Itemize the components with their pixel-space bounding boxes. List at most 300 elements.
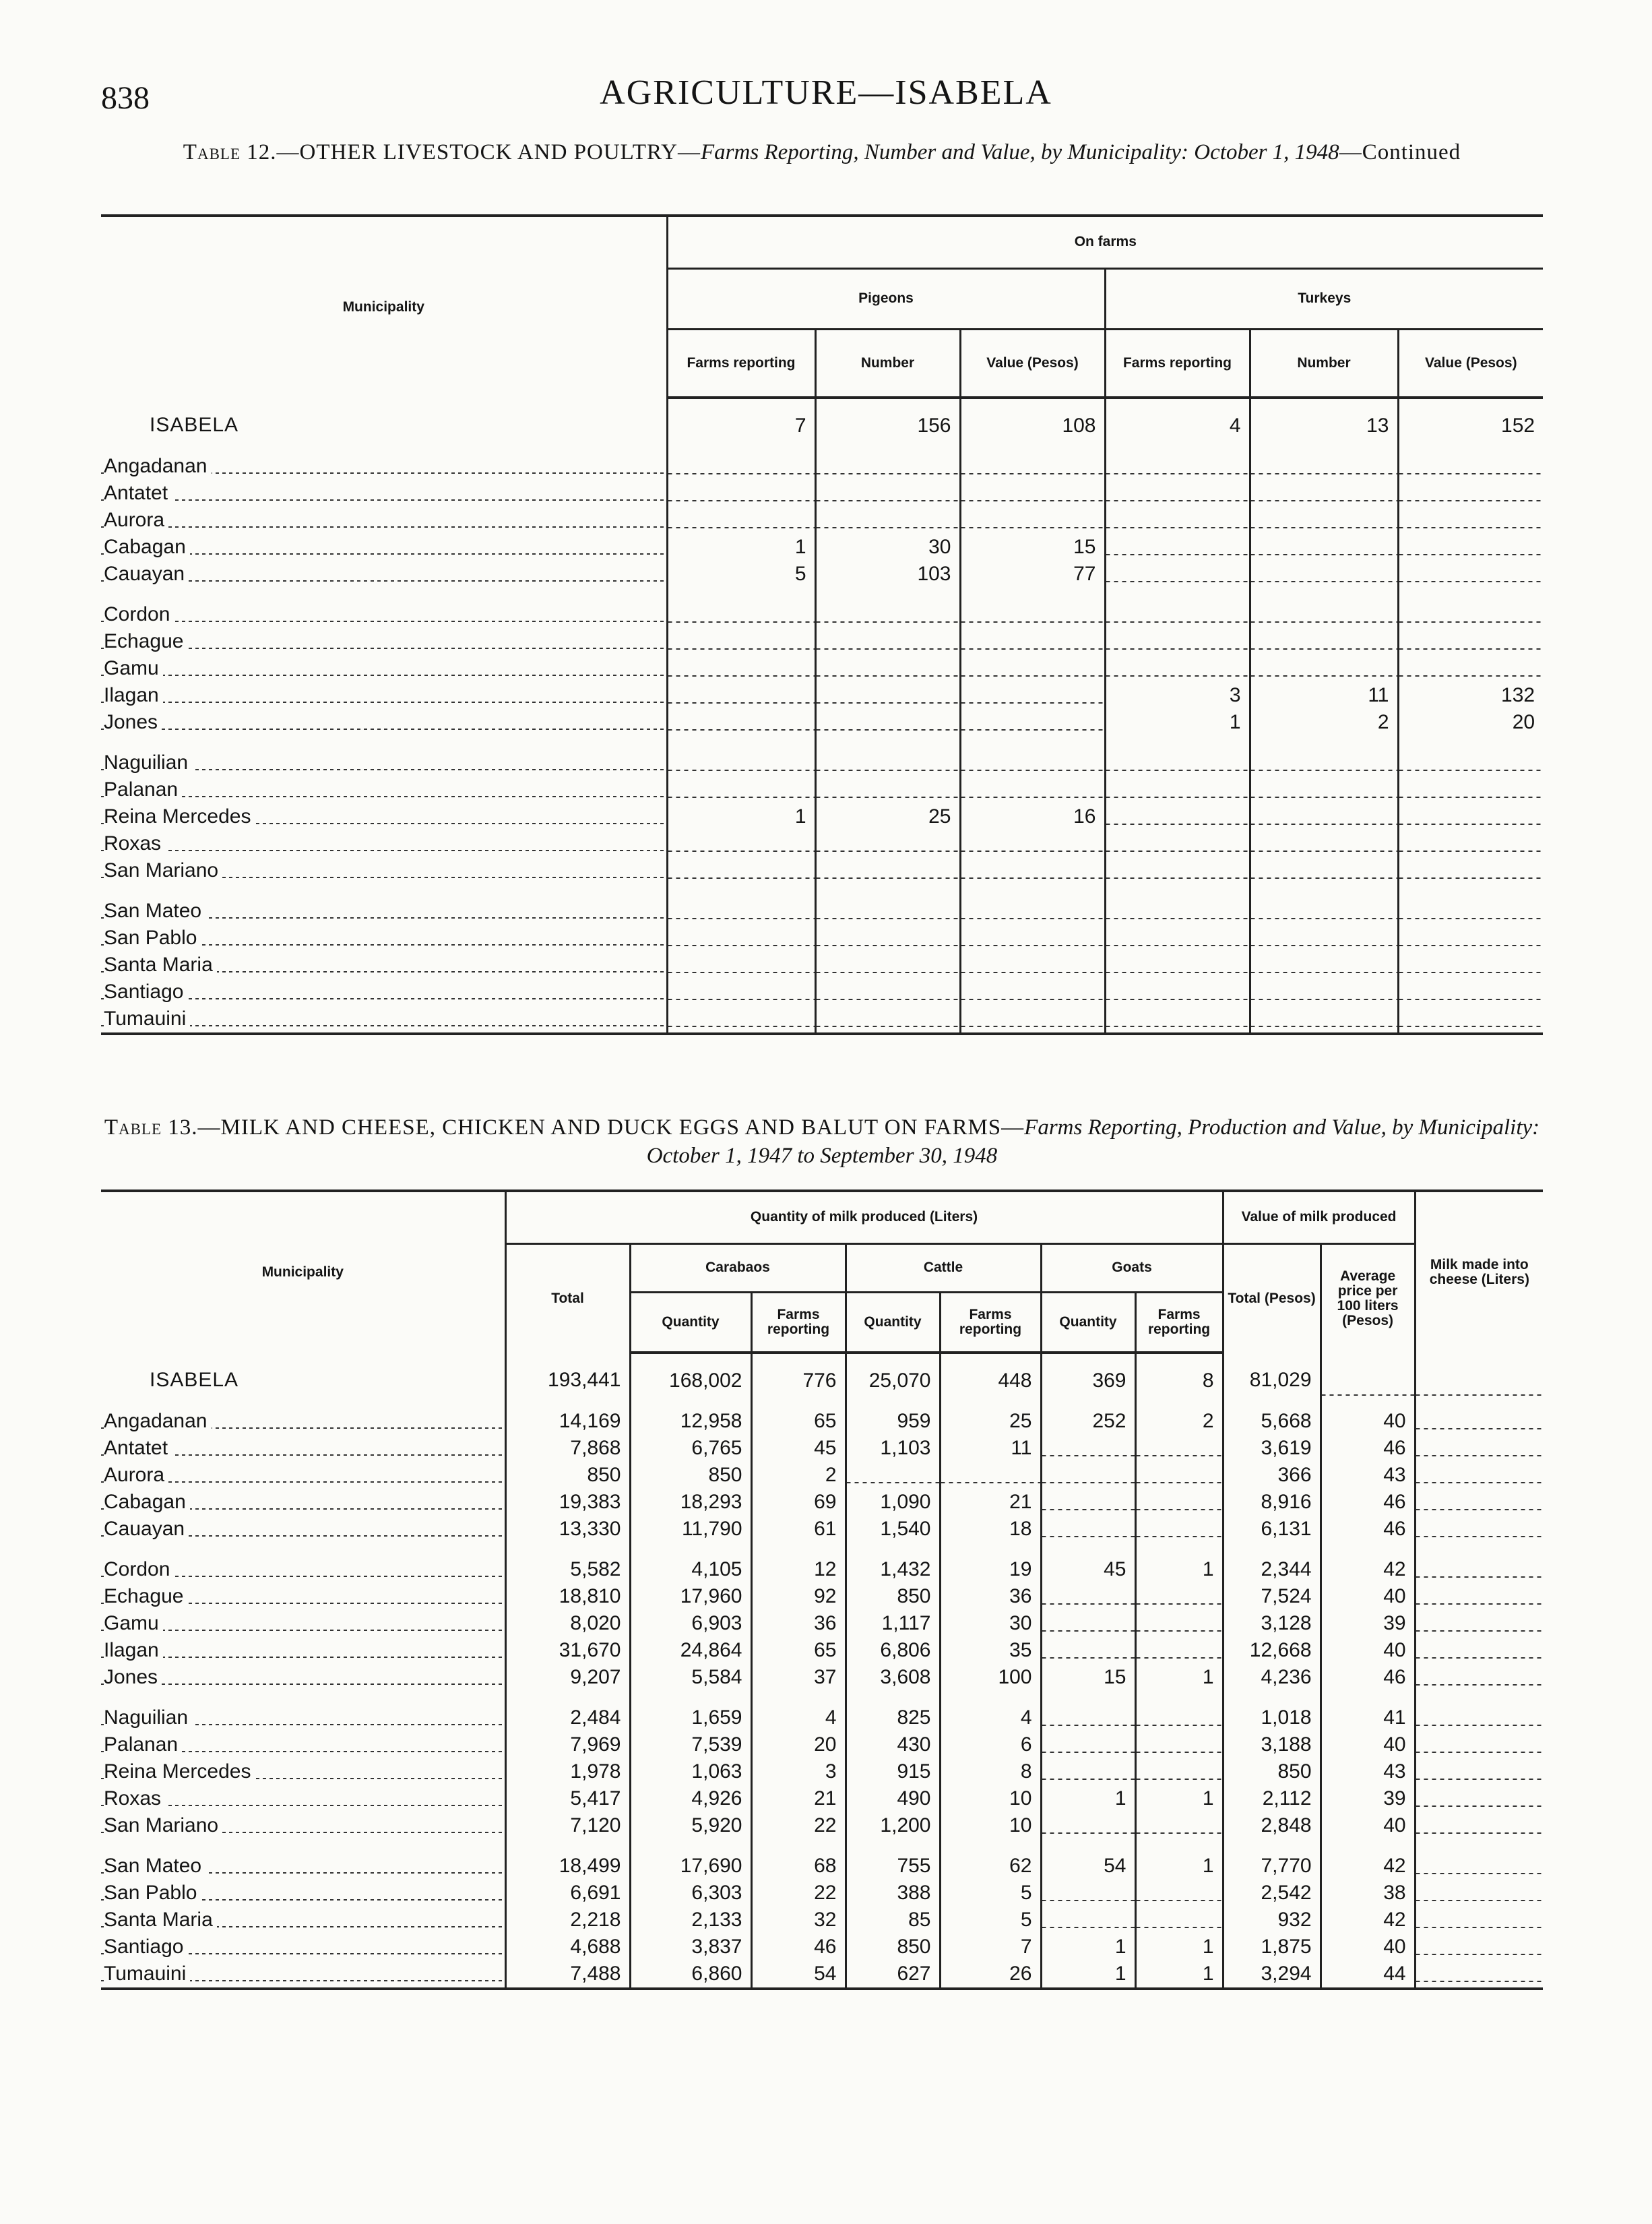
- municipality-name: [101, 1812, 505, 1839]
- cell-value: 62: [940, 1853, 1041, 1880]
- cell-value: [1135, 1583, 1223, 1610]
- municipality-label: Palanan: [104, 778, 182, 801]
- municipality-label: Roxas: [104, 832, 165, 855]
- spacer-cell: [940, 1691, 1041, 1704]
- cell-value: 77: [960, 561, 1105, 588]
- cell-value: [667, 601, 815, 628]
- cell-value: [1135, 1880, 1223, 1907]
- cell-value: 3,837: [630, 1934, 751, 1960]
- spacer-cell: [815, 588, 960, 601]
- cell-value: 6,765: [630, 1435, 751, 1462]
- cell-value: [1105, 507, 1250, 534]
- cell-value: [815, 628, 960, 655]
- cell-value: 2: [1135, 1408, 1223, 1435]
- cell-value: [1415, 1583, 1543, 1610]
- cell-value: [1398, 453, 1543, 480]
- table-row: [101, 1583, 1543, 1610]
- cell-value: 152: [1398, 398, 1543, 453]
- cell-value: [1105, 453, 1250, 480]
- table-row: [101, 1907, 1543, 1934]
- cell-value: 1: [1041, 1960, 1135, 1989]
- total-row: [101, 1353, 1543, 1408]
- municipality-label: Cauayan: [104, 1518, 189, 1540]
- cell-value: [960, 628, 1105, 655]
- cell-value: [1415, 1934, 1543, 1960]
- cell-value: 8: [940, 1758, 1041, 1785]
- cell-value: [1415, 1353, 1543, 1408]
- municipality-label: San Mariano: [104, 1814, 222, 1836]
- cell-value: 26: [940, 1960, 1041, 1989]
- cell-value: [1105, 749, 1250, 776]
- cell-value: 18,810: [505, 1583, 630, 1610]
- cell-value: 156: [815, 398, 960, 453]
- cell-value: [960, 709, 1105, 736]
- cell-value: 103: [815, 561, 960, 588]
- group-spacer: [101, 884, 1543, 898]
- cell-value: [667, 857, 815, 884]
- cell-value: 7,868: [505, 1435, 630, 1462]
- table-row: [101, 709, 1543, 736]
- spacer-cell: [1041, 1543, 1135, 1556]
- cell-value: 6,860: [630, 1960, 751, 1989]
- cell-value: [1250, 979, 1398, 1006]
- cell-value: 65: [751, 1408, 846, 1435]
- cell-value: [1415, 1960, 1543, 1989]
- page-number: 838: [101, 80, 150, 116]
- cell-value: [667, 979, 815, 1006]
- cell-value: [1105, 561, 1250, 588]
- spacer-cell: [1321, 1691, 1415, 1704]
- cell-value: 41: [1321, 1704, 1415, 1731]
- table-row: [101, 803, 1543, 830]
- cell-value: 11: [1250, 682, 1398, 709]
- cell-value: 32: [751, 1907, 846, 1934]
- cell-value: [1105, 803, 1250, 830]
- cell-value: [667, 952, 815, 979]
- table-row: [101, 1610, 1543, 1637]
- t12-head-turkeys-value: Value (Pesos): [1398, 329, 1543, 398]
- cell-value: 2: [751, 1462, 846, 1489]
- municipality-name: [101, 398, 667, 453]
- group-spacer: [101, 1543, 1543, 1556]
- table-row: [101, 857, 1543, 884]
- cell-value: 252: [1041, 1408, 1135, 1435]
- spacer-cell: [940, 1839, 1041, 1853]
- table-row: [101, 1758, 1543, 1785]
- cell-value: 13,330: [505, 1516, 630, 1543]
- cell-value: [1041, 1435, 1135, 1462]
- t13-head-goats-farms: Farms reporting: [1135, 1292, 1223, 1353]
- cell-value: [1250, 507, 1398, 534]
- cell-value: [1415, 1907, 1543, 1934]
- table-row: [101, 1880, 1543, 1907]
- spacer-cell: [1135, 1543, 1223, 1556]
- municipality-name: [101, 1489, 505, 1516]
- cell-value: 14,169: [505, 1408, 630, 1435]
- cell-value: 40: [1321, 1637, 1415, 1664]
- cell-value: [1041, 1731, 1135, 1758]
- table-row: [101, 1934, 1543, 1960]
- municipality-label: Angadanan: [104, 1410, 212, 1432]
- table-row: [101, 1408, 1543, 1435]
- cell-value: 12,668: [1223, 1637, 1321, 1664]
- cell-value: 448: [940, 1353, 1041, 1408]
- cell-value: 7,120: [505, 1812, 630, 1839]
- cell-value: 4,926: [630, 1785, 751, 1812]
- municipality-name: [101, 1637, 505, 1664]
- municipality-name: [101, 952, 667, 979]
- t12-head-municipality: Municipality: [101, 216, 667, 398]
- cell-value: 45: [751, 1435, 846, 1462]
- table-row: [101, 1664, 1543, 1691]
- cell-value: 18: [940, 1516, 1041, 1543]
- cell-value: 13: [1250, 398, 1398, 453]
- municipality-name: [101, 776, 667, 803]
- cell-value: 168,002: [630, 1353, 751, 1408]
- table-row: [101, 776, 1543, 803]
- spacer-cell: [751, 1543, 846, 1556]
- cell-value: 46: [1321, 1664, 1415, 1691]
- cell-value: 43: [1321, 1758, 1415, 1785]
- spacer-cell: [630, 1839, 751, 1853]
- cell-value: [1398, 952, 1543, 979]
- t12-head-turkeys-number: Number: [1250, 329, 1398, 398]
- cell-value: 7,770: [1223, 1853, 1321, 1880]
- spacer-cell: [751, 1839, 846, 1853]
- cell-value: [1135, 1637, 1223, 1664]
- table-row: [101, 480, 1543, 507]
- cell-value: [1250, 776, 1398, 803]
- table13-caption: [101, 1113, 1543, 1170]
- table-row: [101, 1637, 1543, 1664]
- table-row: [101, 749, 1543, 776]
- cell-value: 36: [940, 1583, 1041, 1610]
- table-row: [101, 601, 1543, 628]
- cell-value: 5,417: [505, 1785, 630, 1812]
- cell-value: 5: [940, 1907, 1041, 1934]
- cell-value: 31,670: [505, 1637, 630, 1664]
- cell-value: [1105, 776, 1250, 803]
- cell-value: 1: [1135, 1960, 1223, 1989]
- cell-value: [1250, 534, 1398, 561]
- cell-value: 43: [1321, 1462, 1415, 1489]
- cell-value: [1415, 1731, 1543, 1758]
- municipality-name: [101, 1731, 505, 1758]
- cell-value: 17,690: [630, 1853, 751, 1880]
- cell-value: 24,864: [630, 1637, 751, 1664]
- cell-value: [667, 507, 815, 534]
- cell-value: 3,188: [1223, 1731, 1321, 1758]
- cell-value: [815, 776, 960, 803]
- municipality-label: San Mateo: [104, 1855, 205, 1877]
- cell-value: [960, 749, 1105, 776]
- cell-value: [815, 480, 960, 507]
- municipality-name: [101, 709, 667, 736]
- cell-value: [1415, 1489, 1543, 1516]
- cell-value: 54: [1041, 1853, 1135, 1880]
- cell-value: 6,903: [630, 1610, 751, 1637]
- cell-value: 11: [940, 1435, 1041, 1462]
- t13-head-goats: Goats: [1041, 1243, 1223, 1292]
- cell-value: 5,582: [505, 1556, 630, 1583]
- municipality-label: Aurora: [104, 1464, 168, 1486]
- table-row: [101, 453, 1543, 480]
- cell-value: [960, 830, 1105, 857]
- cell-value: 8: [1135, 1353, 1223, 1408]
- cell-value: [667, 453, 815, 480]
- municipality-name: [101, 1516, 505, 1543]
- cell-value: 2,484: [505, 1704, 630, 1731]
- spacer-cell: [101, 884, 667, 898]
- cell-value: [1250, 952, 1398, 979]
- cell-value: [667, 682, 815, 709]
- t13-head-total: Total: [505, 1243, 630, 1353]
- cell-value: [1041, 1704, 1135, 1731]
- cell-value: 3,608: [846, 1664, 940, 1691]
- municipality-label: Reina Mercedes: [104, 805, 255, 828]
- cell-value: 61: [751, 1516, 846, 1543]
- t12-head-on-farms: On farms: [667, 216, 1543, 268]
- page-title: AGRICULTURE—ISABELA: [600, 73, 1052, 112]
- table-row: [101, 898, 1543, 925]
- spacer-cell: [101, 588, 667, 601]
- spacer-cell: [505, 1543, 630, 1556]
- table-row: [101, 1704, 1543, 1731]
- cell-value: 10: [940, 1785, 1041, 1812]
- t13-head-value-group: Value of milk produced: [1223, 1191, 1415, 1243]
- cell-value: [1321, 1353, 1415, 1408]
- cell-value: 81,029: [1223, 1353, 1321, 1408]
- cell-value: 10: [940, 1812, 1041, 1839]
- cell-value: [815, 601, 960, 628]
- spacer-cell: [505, 1691, 630, 1704]
- cell-value: 1: [1135, 1664, 1223, 1691]
- spacer-cell: [1415, 1691, 1543, 1704]
- cell-value: [1415, 1462, 1543, 1489]
- cell-value: [1105, 601, 1250, 628]
- cell-value: [1250, 1006, 1398, 1034]
- cell-value: [1105, 952, 1250, 979]
- cell-value: 17,960: [630, 1583, 751, 1610]
- cell-value: [1135, 1731, 1223, 1758]
- cell-value: 30: [940, 1610, 1041, 1637]
- cell-value: [1415, 1880, 1543, 1907]
- cell-value: [1105, 1006, 1250, 1034]
- cell-value: [1415, 1664, 1543, 1691]
- municipality-label: Cabagan: [104, 536, 190, 558]
- cell-value: 3,128: [1223, 1610, 1321, 1637]
- municipality-name: [101, 655, 667, 682]
- cell-value: 2,848: [1223, 1812, 1321, 1839]
- cell-value: 11,790: [630, 1516, 751, 1543]
- cell-value: 1,018: [1223, 1704, 1321, 1731]
- cell-value: 6,806: [846, 1637, 940, 1664]
- cell-value: [1250, 480, 1398, 507]
- municipality-name: [101, 1907, 505, 1934]
- cell-value: 46: [1321, 1516, 1415, 1543]
- spacer-cell: [846, 1543, 940, 1556]
- cell-value: 5: [667, 561, 815, 588]
- cell-value: [1041, 1907, 1135, 1934]
- cell-value: 46: [751, 1934, 846, 1960]
- cell-value: 366: [1223, 1462, 1321, 1489]
- table12-continued: —Continued: [1339, 140, 1461, 164]
- spacer-cell: [101, 736, 667, 749]
- cell-value: [960, 1006, 1105, 1034]
- cell-value: [667, 749, 815, 776]
- table12-title: —OTHER LIVESTOCK AND POULTRY—: [276, 140, 701, 164]
- cell-value: 2,112: [1223, 1785, 1321, 1812]
- cell-value: 388: [846, 1880, 940, 1907]
- municipality-label: Santa Maria: [104, 1909, 217, 1931]
- cell-value: [1398, 979, 1543, 1006]
- cell-value: [1105, 979, 1250, 1006]
- cell-value: 40: [1321, 1408, 1415, 1435]
- cell-value: 850: [1223, 1758, 1321, 1785]
- cell-value: [815, 979, 960, 1006]
- cell-value: [815, 1006, 960, 1034]
- municipality-label: Santiago: [104, 981, 187, 1003]
- spacer-cell: [1321, 1543, 1415, 1556]
- cell-value: 8,916: [1223, 1489, 1321, 1516]
- cell-value: [1250, 803, 1398, 830]
- cell-value: 1,200: [846, 1812, 940, 1839]
- cell-value: 22: [751, 1880, 846, 1907]
- municipality-name: [101, 601, 667, 628]
- municipality-label: Roxas: [104, 1787, 165, 1810]
- cell-value: 7,969: [505, 1731, 630, 1758]
- cell-value: [960, 480, 1105, 507]
- cell-value: 1,117: [846, 1610, 940, 1637]
- cell-value: 8,020: [505, 1610, 630, 1637]
- cell-value: [1398, 830, 1543, 857]
- municipality-label: Reina Mercedes: [104, 1760, 255, 1783]
- cell-value: 490: [846, 1785, 940, 1812]
- municipality-name: [101, 480, 667, 507]
- cell-value: 6,131: [1223, 1516, 1321, 1543]
- cell-value: [960, 682, 1105, 709]
- cell-value: 6,303: [630, 1880, 751, 1907]
- cell-value: 54: [751, 1960, 846, 1989]
- cell-value: [1105, 925, 1250, 952]
- cell-value: 1,432: [846, 1556, 940, 1583]
- cell-value: 42: [1321, 1556, 1415, 1583]
- cell-value: 40: [1321, 1731, 1415, 1758]
- cell-value: [815, 898, 960, 925]
- cell-value: 776: [751, 1353, 846, 1408]
- cell-value: [1398, 561, 1543, 588]
- municipality-name: [101, 803, 667, 830]
- cell-value: [960, 979, 1105, 1006]
- cell-value: 1,063: [630, 1758, 751, 1785]
- cell-value: 7,524: [1223, 1583, 1321, 1610]
- cell-value: [1135, 1907, 1223, 1934]
- table-row: [101, 628, 1543, 655]
- spacer-cell: [1223, 1839, 1321, 1853]
- municipality-label: Ilagan: [104, 684, 163, 706]
- municipality-label: Echague: [104, 1585, 187, 1607]
- spacer-cell: [1041, 1839, 1135, 1853]
- cell-value: [1250, 628, 1398, 655]
- cell-value: [1041, 1610, 1135, 1637]
- table-row: [101, 979, 1543, 1006]
- table-row: [101, 1785, 1543, 1812]
- cell-value: 1,540: [846, 1516, 940, 1543]
- spacer-cell: [1398, 736, 1543, 749]
- cell-value: [1415, 1516, 1543, 1543]
- cell-value: [1250, 453, 1398, 480]
- municipality-name: [101, 1934, 505, 1960]
- t13-head-goats-quantity: Quantity: [1041, 1292, 1135, 1353]
- cell-value: 627: [846, 1960, 940, 1989]
- t13-head-carabaos-farms: Farms reporting: [751, 1292, 846, 1353]
- municipality-label: Santiago: [104, 1936, 187, 1958]
- cell-value: [1135, 1516, 1223, 1543]
- cell-value: 4,688: [505, 1934, 630, 1960]
- spacer-cell: [1415, 1543, 1543, 1556]
- cell-value: 100: [940, 1664, 1041, 1691]
- municipality-label: Gamu: [104, 1612, 163, 1634]
- municipality-name: [101, 1880, 505, 1907]
- t13-head-cattle-quantity: Quantity: [846, 1292, 940, 1353]
- t13-head-carabaos: Carabaos: [630, 1243, 846, 1292]
- spacer-cell: [630, 1691, 751, 1704]
- municipality-name: [101, 1664, 505, 1691]
- spacer-cell: [667, 884, 815, 898]
- municipality-label: Naguilian: [104, 751, 192, 774]
- cell-value: [1135, 1435, 1223, 1462]
- cell-value: 46: [1321, 1489, 1415, 1516]
- cell-value: 430: [846, 1731, 940, 1758]
- cell-value: 2: [1250, 709, 1398, 736]
- spacer-cell: [101, 1691, 505, 1704]
- cell-value: [1041, 1462, 1135, 1489]
- cell-value: 1: [667, 803, 815, 830]
- cell-value: [1415, 1785, 1543, 1812]
- cell-value: 15: [1041, 1664, 1135, 1691]
- municipality-label: Gamu: [104, 657, 163, 679]
- cell-value: [1250, 925, 1398, 952]
- t13-head-value-total: Total (Pesos): [1223, 1243, 1321, 1353]
- cell-value: [815, 749, 960, 776]
- cell-value: [1415, 1610, 1543, 1637]
- cell-value: 1: [1105, 709, 1250, 736]
- table-row: [101, 1489, 1543, 1516]
- spacer-cell: [960, 884, 1105, 898]
- municipality-name: [101, 561, 667, 588]
- table13-title: —MILK AND CHEESE, CHICKEN AND DUCK EGGS AND BALUT ON FARMS—: [197, 1115, 1025, 1140]
- cell-value: 69: [751, 1489, 846, 1516]
- cell-value: 1: [1135, 1853, 1223, 1880]
- group-spacer: [101, 736, 1543, 749]
- cell-value: 85: [846, 1907, 940, 1934]
- cell-value: 3,294: [1223, 1960, 1321, 1989]
- spacer-cell: [1398, 588, 1543, 601]
- spacer-cell: [960, 736, 1105, 749]
- municipality-name: [101, 628, 667, 655]
- cell-value: 65: [751, 1637, 846, 1664]
- cell-value: [1135, 1704, 1223, 1731]
- spacer-cell: [101, 1543, 505, 1556]
- spacer-cell: [1321, 1839, 1415, 1853]
- cell-value: 5: [940, 1880, 1041, 1907]
- cell-value: [1398, 507, 1543, 534]
- cell-value: 850: [505, 1462, 630, 1489]
- cell-value: [1135, 1489, 1223, 1516]
- cell-value: [1415, 1637, 1543, 1664]
- cell-value: [815, 830, 960, 857]
- municipality-name: [101, 979, 667, 1006]
